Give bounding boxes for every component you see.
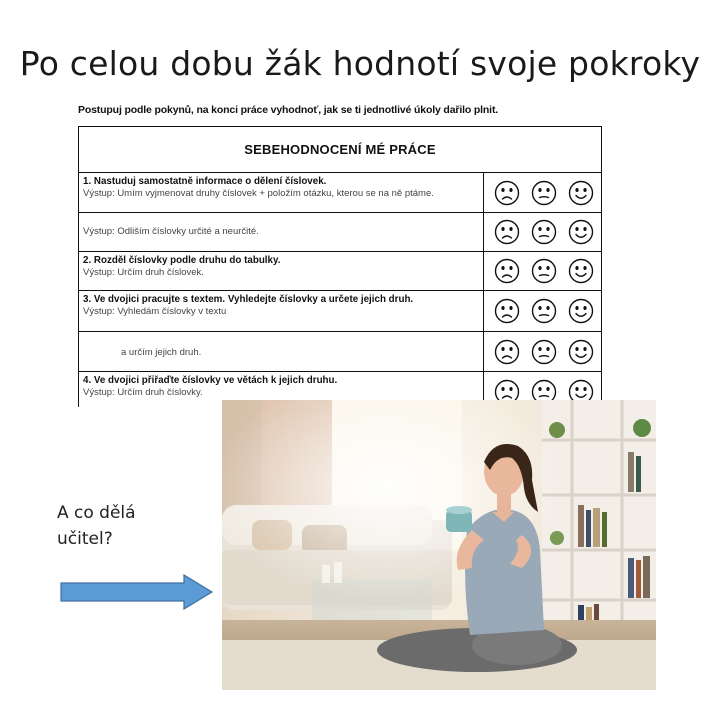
slide-title: Po celou dobu žák hodnotí svoje pokroky [19,44,701,83]
neutral-face-icon[interactable] [531,258,557,284]
row-text [83,226,479,238]
side-text-line: učitel? [57,529,113,549]
neutral-face-icon[interactable] [531,339,557,365]
self-assessment-worksheet [78,104,602,410]
table-row [79,252,601,291]
table-row [79,291,601,332]
row-output: Výstup: Odliším číslovky určité a neurčité. [83,226,259,237]
row-task: 1. Nastuduj samostatně informace o dělení číslovek. [83,176,327,187]
rating-faces [489,291,599,331]
sad-face-icon[interactable] [494,339,520,365]
row-text [83,255,479,278]
row-task: 3. Ve dvojici pracujte s textem. Vyhledejte číslovky a určete jejich druh. [83,294,414,305]
smiley-face-icon[interactable] [568,258,594,284]
table-title: SEBEHODNOCENÍ MÉ PRÁCE [79,127,601,173]
worksheet-instruction: Postupuj podle pokynů, na konci práce vyhodnoť, jak se ti jednotlivé úkoly dařilo plnit. [78,104,499,116]
smiley-face-icon[interactable] [568,339,594,365]
table-row [79,213,601,252]
rating-faces [489,213,599,251]
neutral-face-icon[interactable] [531,298,557,324]
smiley-face-icon[interactable] [568,180,594,206]
smiley-face-icon[interactable] [568,219,594,245]
neutral-face-icon[interactable] [531,180,557,206]
neutral-face-icon[interactable] [531,219,557,245]
row-output: Výstup: Vyhledám číslovky v textu [83,305,227,317]
table-row [79,173,601,213]
rating-faces [489,173,599,212]
smiley-face-icon[interactable] [568,298,594,324]
table-row [79,332,601,372]
right-arrow-icon [60,574,214,610]
row-output: Výstup: Určím druh číslovek. [83,266,204,278]
side-text-line: A co dělá [57,503,136,523]
row-task: 2. Rozděl číslovky podle druhu do tabulky. [83,255,281,266]
teacher-question [57,500,136,552]
row-output: a určím jejich druh. [121,347,202,358]
sad-face-icon[interactable] [494,298,520,324]
row-output: Výstup: Umím vyjmenovat druhy číslovek + položím otázku, kterou se na ně ptáme. [83,187,434,199]
relaxing-woman-photo [222,400,656,690]
self-assessment-table [78,126,602,407]
row-text [83,335,479,359]
row-text [83,176,479,199]
sad-face-icon[interactable] [494,258,520,284]
rating-faces [489,252,599,290]
row-text [83,294,479,317]
row-text [83,375,479,398]
row-task: 4. Ve dvojici přiřaďte číslovky ve větách k jejich druhu. [83,375,338,386]
rating-faces [489,332,599,371]
sad-face-icon[interactable] [494,180,520,206]
row-output: Výstup: Určím druh číslovky. [83,386,203,398]
sad-face-icon[interactable] [494,219,520,245]
